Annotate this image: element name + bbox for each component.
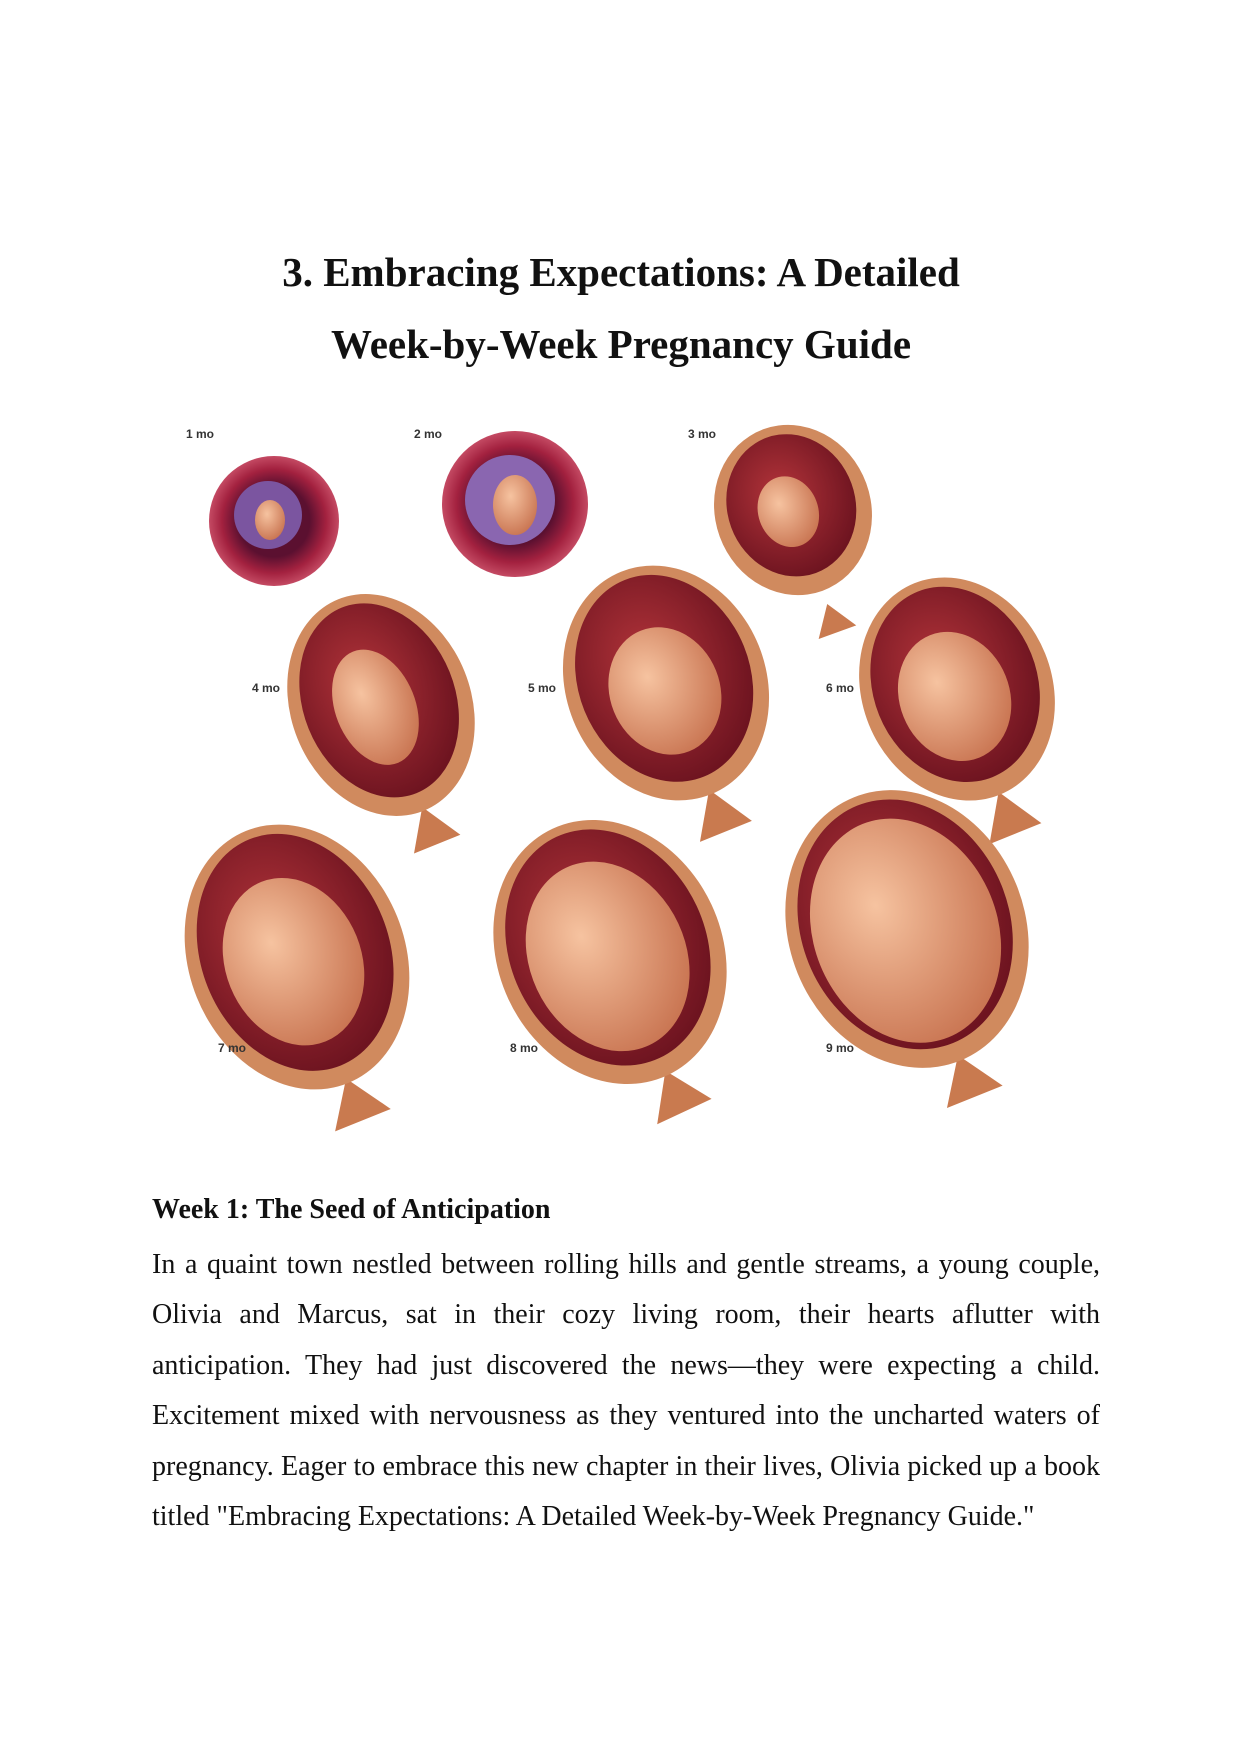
label-6-mo: 6 mo (826, 681, 855, 695)
label-2-mo: 2 mo (414, 427, 443, 441)
stage-2-month (414, 427, 588, 577)
label-8-mo: 8 mo (510, 1041, 539, 1055)
label-5-mo: 5 mo (528, 681, 557, 695)
title-line-1: 3. Embracing Expectations: A Detailed (282, 249, 960, 295)
label-3-mo: 3 mo (688, 427, 717, 441)
label-4-mo: 4 mo (252, 681, 281, 695)
body-paragraph: In a quaint town nestled between rolling hills and gentle streams, a young couple, Olivia and Marcus, sat in their cozy living room, their hearts aflutter with anticipation. They had just discovered the news—they were expecting a child. Excitement mixed with nervousness as they ventured into the uncharted waters of pregnancy. Eager to embrace this new chapter in their lives, Olivia picked up a book titled "Embracing Expectations: A Detailed Week-by-Week Pregnancy Guide." (152, 1249, 1100, 1533)
stage-1-month (186, 427, 339, 586)
label-9-mo: 9 mo (826, 1041, 855, 1055)
section-heading: Week 1: The Seed of Anticipation (152, 1194, 551, 1225)
stage-8-month (451, 781, 786, 1158)
label-1-mo: 1 mo (186, 427, 215, 441)
stage-9-month (744, 753, 1084, 1141)
title-line-2: Week-by-Week Pregnancy Guide (330, 321, 912, 367)
label-7-mo: 7 mo (218, 1041, 247, 1055)
